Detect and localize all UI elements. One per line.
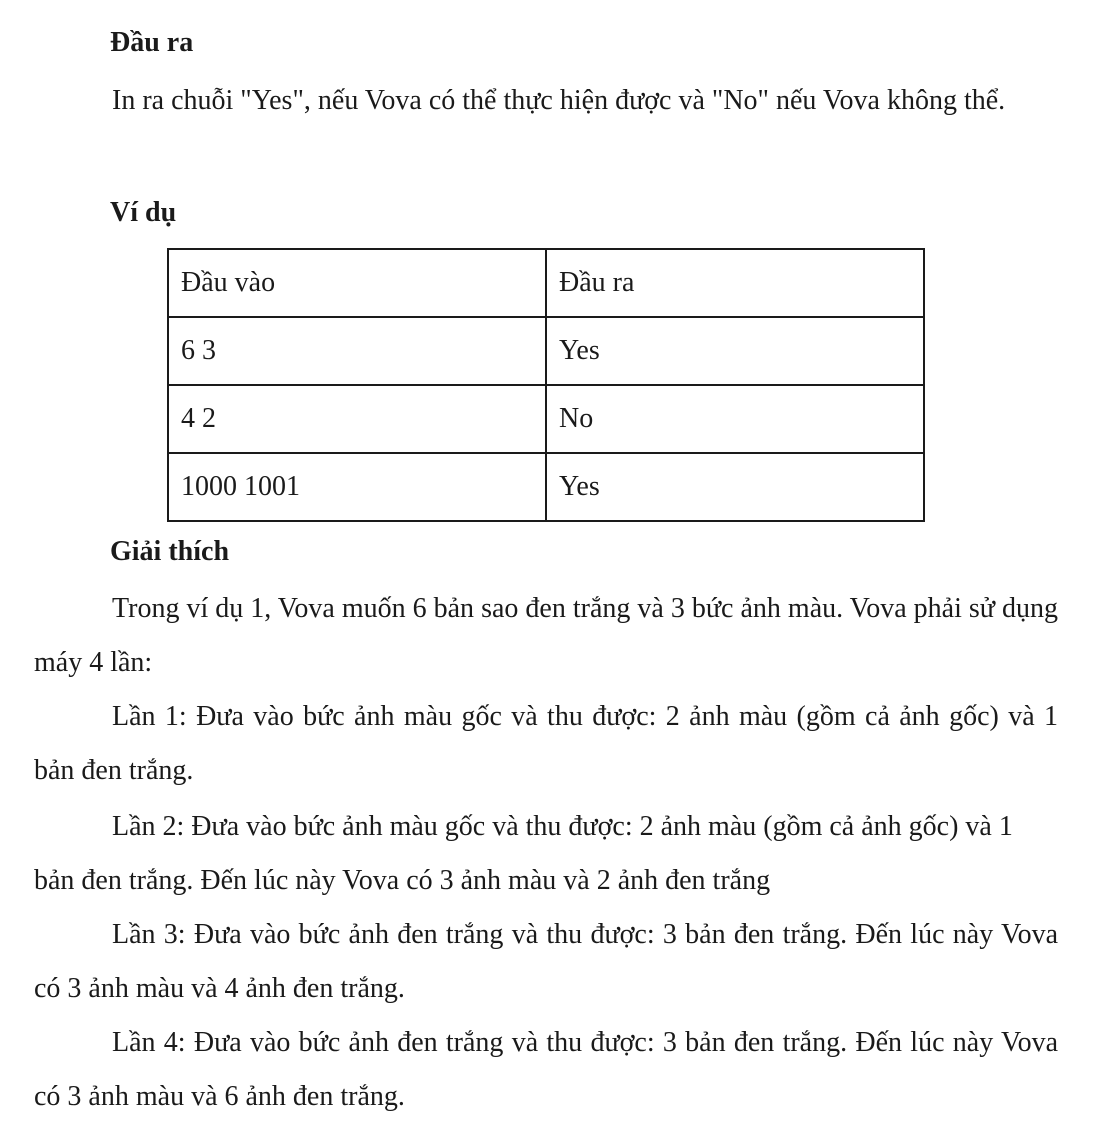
example-table <box>167 248 925 522</box>
explanation-paragraph: Lần 1: Đưa vào bức ảnh màu gốc và thu được: 2 ảnh màu (gồm cả ảnh gốc) và 1 bản đen trắng. <box>34 701 1058 786</box>
table-cell-input: 1000 1001 <box>168 453 546 521</box>
table-header-output: Đầu ra <box>546 249 924 317</box>
table-cell-output: Yes <box>546 453 924 521</box>
table-cell-input: 6 3 <box>168 317 546 385</box>
explanation-paragraph: Lần 3: Đưa vào bức ảnh đen trắng và thu được: 3 bản đen trắng. Đến lúc này Vova có 3 ảnh màu và 4 ảnh đen trắng. <box>34 919 1058 1004</box>
table-row <box>168 385 924 453</box>
explanation-paragraph: Lần 4: Đưa vào bức ảnh đen trắng và thu được: 3 bản đen trắng. Đến lúc này Vova có 3 ảnh màu và 6 ảnh đen trắng. <box>34 1027 1058 1112</box>
table-header-row <box>168 249 924 317</box>
table-header-input: Đầu vào <box>168 249 546 317</box>
table-cell-output: Yes <box>546 317 924 385</box>
explanation-paragraph: Lần 2: Đưa vào bức ảnh màu gốc và thu được: 2 ảnh màu (gồm cả ảnh gốc) và 1 bản đen trắng. Đến lúc này Vova có 3 ảnh màu và 2 ảnh đen trắng <box>34 811 1013 896</box>
output-heading: Đầu ra <box>110 27 194 58</box>
table-cell-output: No <box>546 385 924 453</box>
explanation-heading: Giải thích <box>110 536 230 567</box>
table-row <box>168 453 924 521</box>
output-description: In ra chuỗi "Yes", nếu Vova có thể thực hiện được và "No" nếu Vova không thể. <box>112 85 1006 116</box>
table-cell-input: 4 2 <box>168 385 546 453</box>
table-row <box>168 317 924 385</box>
example-heading: Ví dụ <box>110 197 177 228</box>
explanation-paragraph: Trong ví dụ 1, Vova muốn 6 bản sao đen trắng và 3 bức ảnh màu. Vova phải sử dụng máy 4 lần: <box>34 593 1058 678</box>
